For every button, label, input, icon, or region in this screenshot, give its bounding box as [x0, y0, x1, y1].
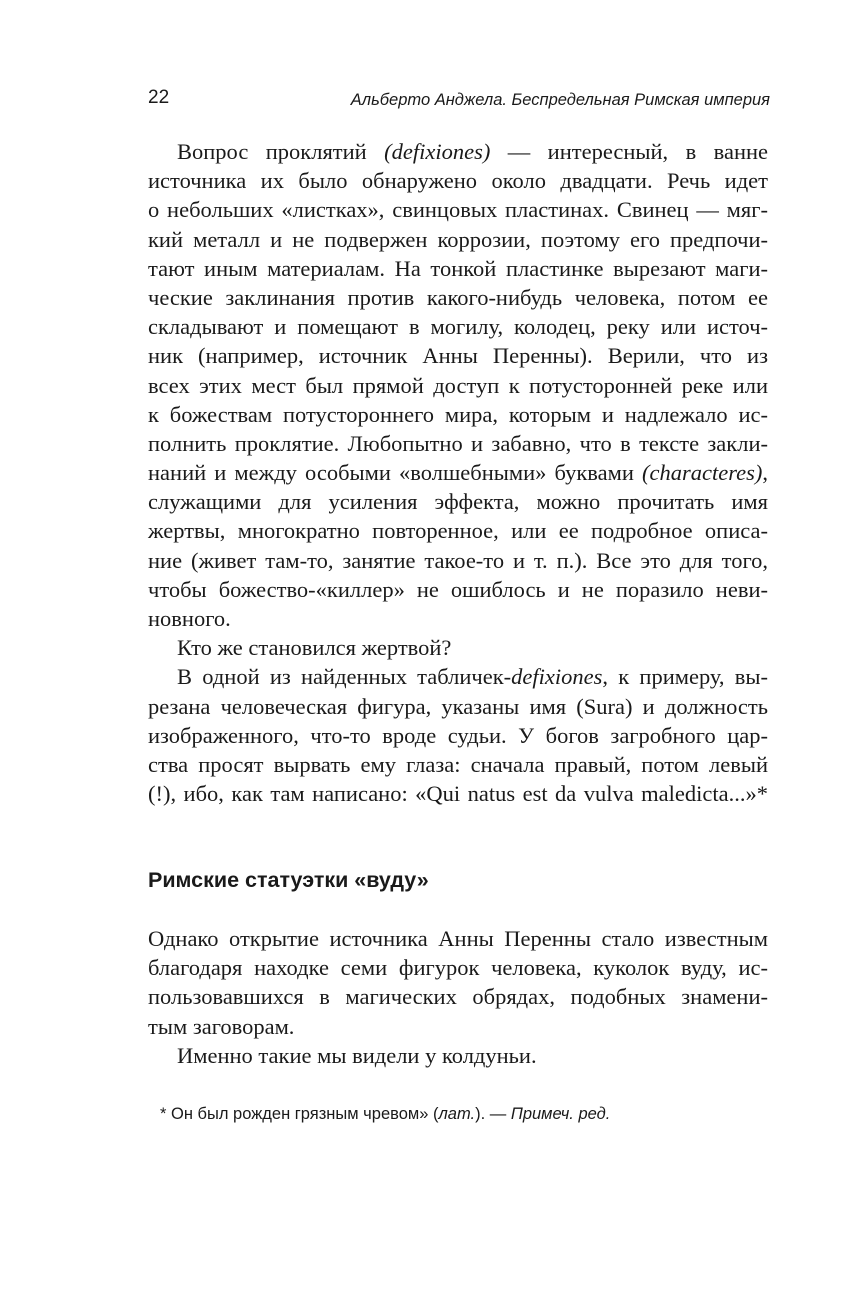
text-line: Именно такие мы видели у колдуньи.	[177, 1042, 537, 1068]
text-line: благодаря находке семи фигурок человека, куколок вуду, ис-	[148, 955, 768, 981]
text-span: Вопрос проклятий	[177, 139, 385, 164]
text-line: полнить проклятие. Любопытно и забавно, что в тексте закли-	[148, 430, 768, 456]
text-line: жертвы, многократно повторенное, или ее подробное описа-	[148, 518, 768, 544]
footnote-note: Примеч. ред.	[510, 1105, 611, 1123]
text-line: ческие заклинания против какого-нибудь человека, потом ее	[148, 284, 768, 310]
text-span: наний и между особыми «волшебными» буквами	[148, 460, 642, 486]
text-line	[148, 458, 768, 487]
italic-term: defixiones	[511, 664, 603, 690]
section-2-text	[148, 924, 768, 1070]
text-line: всех этих мест был прямой доступ к потусторонней реке или	[148, 372, 768, 398]
text-line: новного.	[148, 606, 231, 631]
paragraph-sura	[148, 662, 768, 808]
footnote-text: Он был рожден грязным чревом» (	[166, 1105, 439, 1123]
paragraph-question	[148, 633, 768, 662]
text-line: резана человеческая фигура, указаны имя (Sura) и должность	[148, 693, 768, 719]
text-line: пользовавшихся в магических обрядах, подобных знамени-	[148, 984, 768, 1010]
text-line: служащими для усиления эффекта, можно прочитать имя	[148, 489, 768, 515]
text-span: , к примеру, вы-	[602, 664, 768, 690]
text-line: о небольших «листках», свинцовых пластинах. Свинец — мяг-	[148, 197, 768, 223]
text-line: Однако открытие источника Анны Перенны стало известным	[148, 926, 768, 951]
text-span: ,	[762, 460, 768, 486]
paragraph-sorceress	[148, 1041, 768, 1070]
footnote-after: ). —	[475, 1105, 511, 1123]
italic-term: (characteres)	[642, 460, 763, 486]
text-line: складывают и помещают в могилу, колодец, реку или источ-	[148, 314, 768, 340]
italic-term: (defixiones)	[384, 139, 491, 164]
section-1-text	[148, 137, 768, 808]
text-line	[148, 137, 768, 166]
page-number: 22	[148, 87, 170, 108]
footnote	[160, 1102, 610, 1126]
footnote-marker: *	[160, 1105, 167, 1123]
text-line: тым заговорам.	[148, 1013, 295, 1039]
running-title: Альберто Анджела. Беспредельная Римская империя	[350, 91, 770, 109]
text-line: (!), ибо, как там написано: «Qui natus est da vulva maledicta...»*	[148, 781, 768, 807]
text-line: к божествам потустороннего мира, которым и надлежало ис-	[148, 401, 768, 427]
text-line: чтобы божество-«киллер» не ошиблось и не поразило неви-	[148, 576, 768, 602]
paragraph-defixiones	[148, 137, 768, 633]
running-head	[148, 86, 770, 110]
text-line: кий металл и не подвержен коррозии, поэтому его предпочи-	[148, 226, 768, 252]
text-line: изображенного, что-то вроде судьи. У богов загробного цар-	[148, 722, 768, 748]
text-line: Кто же становился жертвой?	[177, 635, 452, 661]
text-line: источника их было обнаружено около двадцати. Речь идет	[148, 168, 768, 194]
text-line: тают иным материалам. На тонкой пластинке вырезают маги-	[148, 255, 768, 281]
text-line	[148, 662, 768, 691]
text-span: — интересный, в ванне	[490, 139, 769, 164]
section-heading: Римские статуэтки «вуду»	[148, 868, 429, 892]
text-line: ние (живет там-то, занятие такое-то и т. п.). Все это для того,	[148, 547, 768, 573]
text-line: ства просят вырвать ему глаза: сначала правый, потом левый	[148, 751, 768, 777]
footnote-lang: лат.	[438, 1105, 476, 1123]
text-line: ник (например, источник Анны Перенны). Верили, что из	[148, 343, 768, 369]
paragraph-anna-perenna	[148, 924, 768, 1041]
text-span: В одной из найденных табличек-	[177, 664, 512, 690]
